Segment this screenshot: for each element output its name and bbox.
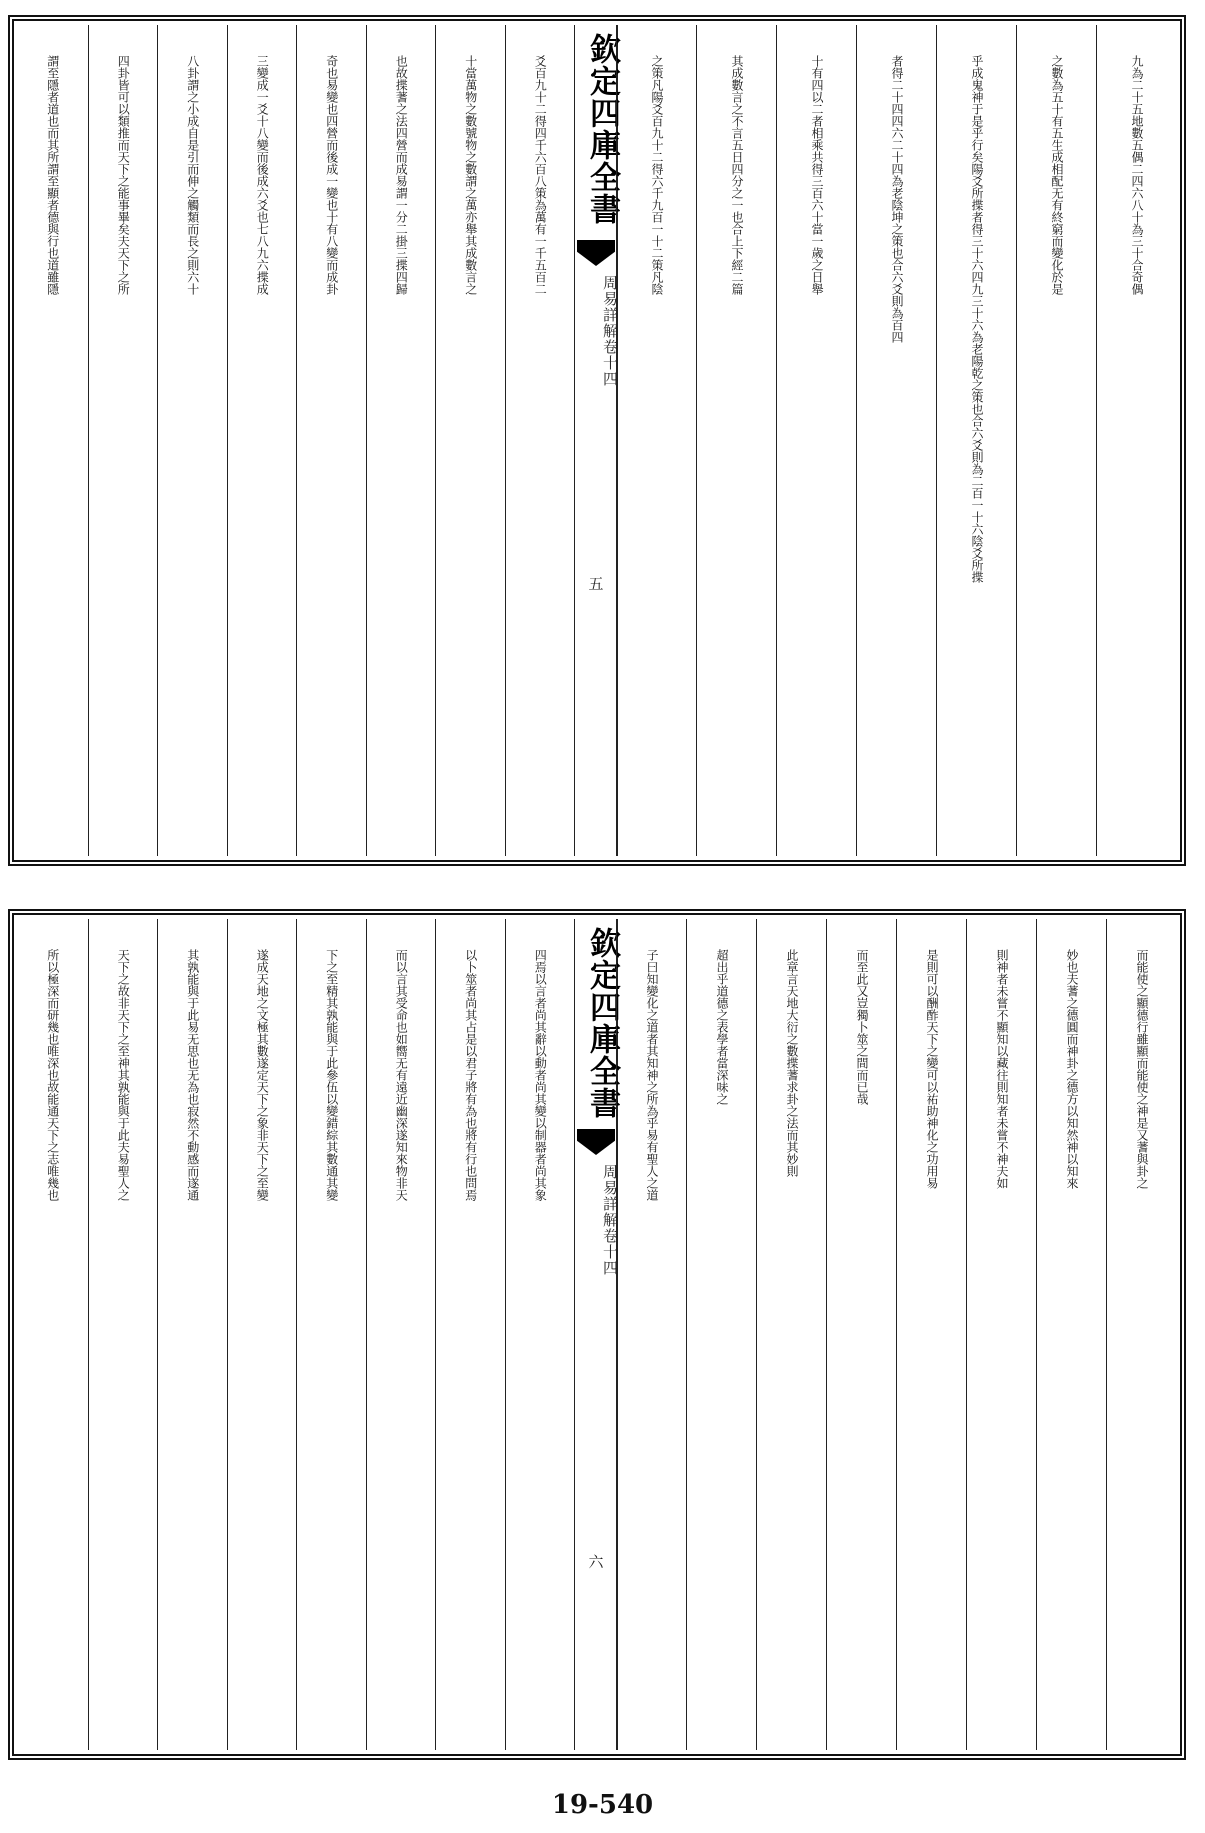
- top-gutter-book: 周易詳解: [601, 275, 619, 339]
- bottom-left-column-text: 四焉以言者尚其辭以動者尚其變以制器者尚其象: [533, 949, 548, 1201]
- top-gutter-title: 欽定四庫全書: [584, 33, 620, 225]
- page-code: 19-540: [551, 1790, 654, 1820]
- top-page: [8, 15, 1186, 866]
- top-right-column-text: 其成數言之不言五日四分之一也合上下經二篇: [730, 55, 744, 295]
- bottom-right-column-text: 則神者未嘗不顯知以藏往則知者未嘗不神夫如: [995, 949, 1009, 1189]
- bottom-left-column: [227, 919, 298, 1750]
- top-left-column: [227, 25, 298, 856]
- bottom-left-column-text: 所以極深而研幾也唯深也故能通天下之志唯幾也: [45, 949, 60, 1201]
- bottom-left-column-text: 其孰能與于此易无思也无為也寂然不動感而遂通: [185, 949, 200, 1201]
- bottom-right-column-text: 超出乎道德之表學者當深味之: [715, 949, 729, 1105]
- top-left-column-text: 也故揲蓍之法四營而成易謂一分二掛三揲四歸: [394, 55, 409, 295]
- top-right-column: [1096, 25, 1177, 856]
- bottom-gutter-volume: 卷十四: [601, 1228, 619, 1276]
- bottom-page: [8, 909, 1186, 1760]
- top-page-body: [18, 25, 1176, 856]
- bottom-left-column-text: 以卜筮者尚其占是以君子將有為也將有行也問焉: [463, 949, 478, 1201]
- bottom-left-column-text: 下之至精其孰能與于此參伍以變錯綜其數通其變: [324, 949, 339, 1201]
- top-gutter-volume: 卷十四: [601, 339, 619, 387]
- bottom-left-column-text: 而以言其受命也如嚮无有遠近幽深遂知來物非天: [394, 949, 409, 1201]
- bottom-right-column-text: 而能使之顯德行雖顯而能使之神是又蓍與卦之: [1135, 949, 1149, 1189]
- bottom-left-column: [505, 919, 576, 1750]
- top-right-column-text: 者得二十四四六二十四為老陰坤之策也合六爻則為百四: [890, 55, 904, 343]
- top-left-column: [157, 25, 228, 856]
- top-left-column-text: 十當萬物之數號物之數謂之萬亦舉其成數言之: [463, 55, 478, 295]
- bottom-right-column-text: 此章言天地大衍之數揲蓍求卦之法而其妙則: [785, 949, 799, 1177]
- top-left-column: [366, 25, 437, 856]
- bottom-left-column: [435, 919, 506, 1750]
- top-right-column: [856, 25, 937, 856]
- bottom-left-column: [366, 919, 437, 1750]
- bottom-fishtail-mark: [577, 1129, 615, 1155]
- bottom-right-column: [896, 919, 967, 1750]
- top-right-column: [1016, 25, 1097, 856]
- bottom-left-column: [18, 919, 88, 1750]
- top-right-column: [936, 25, 1017, 856]
- top-gutter: [574, 25, 618, 856]
- top-left-column: [18, 25, 88, 856]
- bottom-left-column-text: 天下之故非天下之至神其孰能與于此夫易聖人之: [116, 949, 131, 1201]
- bottom-right-column-text: 是則可以酬酢天下之變可以祐助神化之功用易: [925, 949, 939, 1189]
- top-left-column-text: 爻百九十二得四千六百八策為萬有一千五百二: [533, 55, 548, 295]
- bottom-gutter-book-info: [575, 1164, 617, 1276]
- top-right-column: [616, 25, 697, 856]
- top-left-column-text: 四卦皆可以類推而天下之能事畢矣夫天下之所: [116, 55, 131, 295]
- top-left-column-text: 八卦謂之小成自是引而伸之觸類而長之則六十: [185, 55, 200, 295]
- bottom-right-column: [1106, 919, 1177, 1750]
- bottom-left-column: [296, 919, 367, 1750]
- bottom-left-column: [157, 919, 228, 1750]
- bottom-right-column: [1036, 919, 1107, 1750]
- bottom-left-column-text: 遂成天地之文極其數遂定天下之象非天下之至變: [255, 949, 270, 1201]
- top-right-column-text: 乎成鬼神于是乎行矣陽爻所揲者得三十六四九三十六為老陽乾之策也合六爻則為二百一十六陰爻所揲: [970, 55, 984, 583]
- top-left-column: [435, 25, 506, 856]
- top-left-column: [505, 25, 576, 856]
- top-left-column: [296, 25, 367, 856]
- top-left-column-text: 三變成一爻十八變而後成六爻也七八九六揲成: [255, 55, 270, 295]
- bottom-right-column-text: 妙也夫蓍之德圓而神卦之德方以知然神以知來: [1065, 949, 1079, 1189]
- top-left-column: [88, 25, 159, 856]
- top-right-column-text: 之策凡陽爻百九十二得六千九百一十二策凡陰: [650, 55, 664, 295]
- top-left-column-text: 謂至隱者道也而其所謂至顯者德與行也道雖隱: [45, 55, 60, 295]
- top-page-number: 五: [588, 575, 604, 593]
- bottom-right-column: [966, 919, 1037, 1750]
- bottom-page-body: [18, 919, 1176, 1750]
- top-gutter-book-info: [575, 275, 617, 387]
- top-fishtail-mark: [577, 240, 615, 266]
- top-left-column-text: 奇也易變也四營而後成一變也十有八變而成卦: [324, 55, 339, 295]
- top-right-column: [776, 25, 857, 856]
- bottom-right-column: [686, 919, 757, 1750]
- bottom-right-column-text: 子曰知變化之道者其知神之所為乎易有聖人之道: [645, 949, 659, 1201]
- top-right-column-text: 之數為五十有五生成相配无有終窮而變化於是: [1050, 55, 1064, 295]
- top-right-column: [696, 25, 777, 856]
- bottom-right-column: [616, 919, 687, 1750]
- bottom-gutter: [574, 919, 618, 1750]
- bottom-right-column: [826, 919, 897, 1750]
- bottom-right-column-text: 而至此又豈獨卜筮之間而已哉: [855, 949, 869, 1105]
- bottom-gutter-book: 周易詳解: [601, 1164, 619, 1228]
- bottom-left-column: [88, 919, 159, 1750]
- top-right-column-text: 十有四以二者相乘共得三百六十當一歲之日舉: [810, 55, 824, 295]
- bottom-page-number: 六: [588, 1553, 604, 1571]
- bottom-gutter-title: 欽定四庫全書: [584, 927, 620, 1119]
- top-right-column-text: 九為二十五地數五偶二四六八十為三十合奇偶: [1130, 55, 1144, 295]
- bottom-right-column: [756, 919, 827, 1750]
